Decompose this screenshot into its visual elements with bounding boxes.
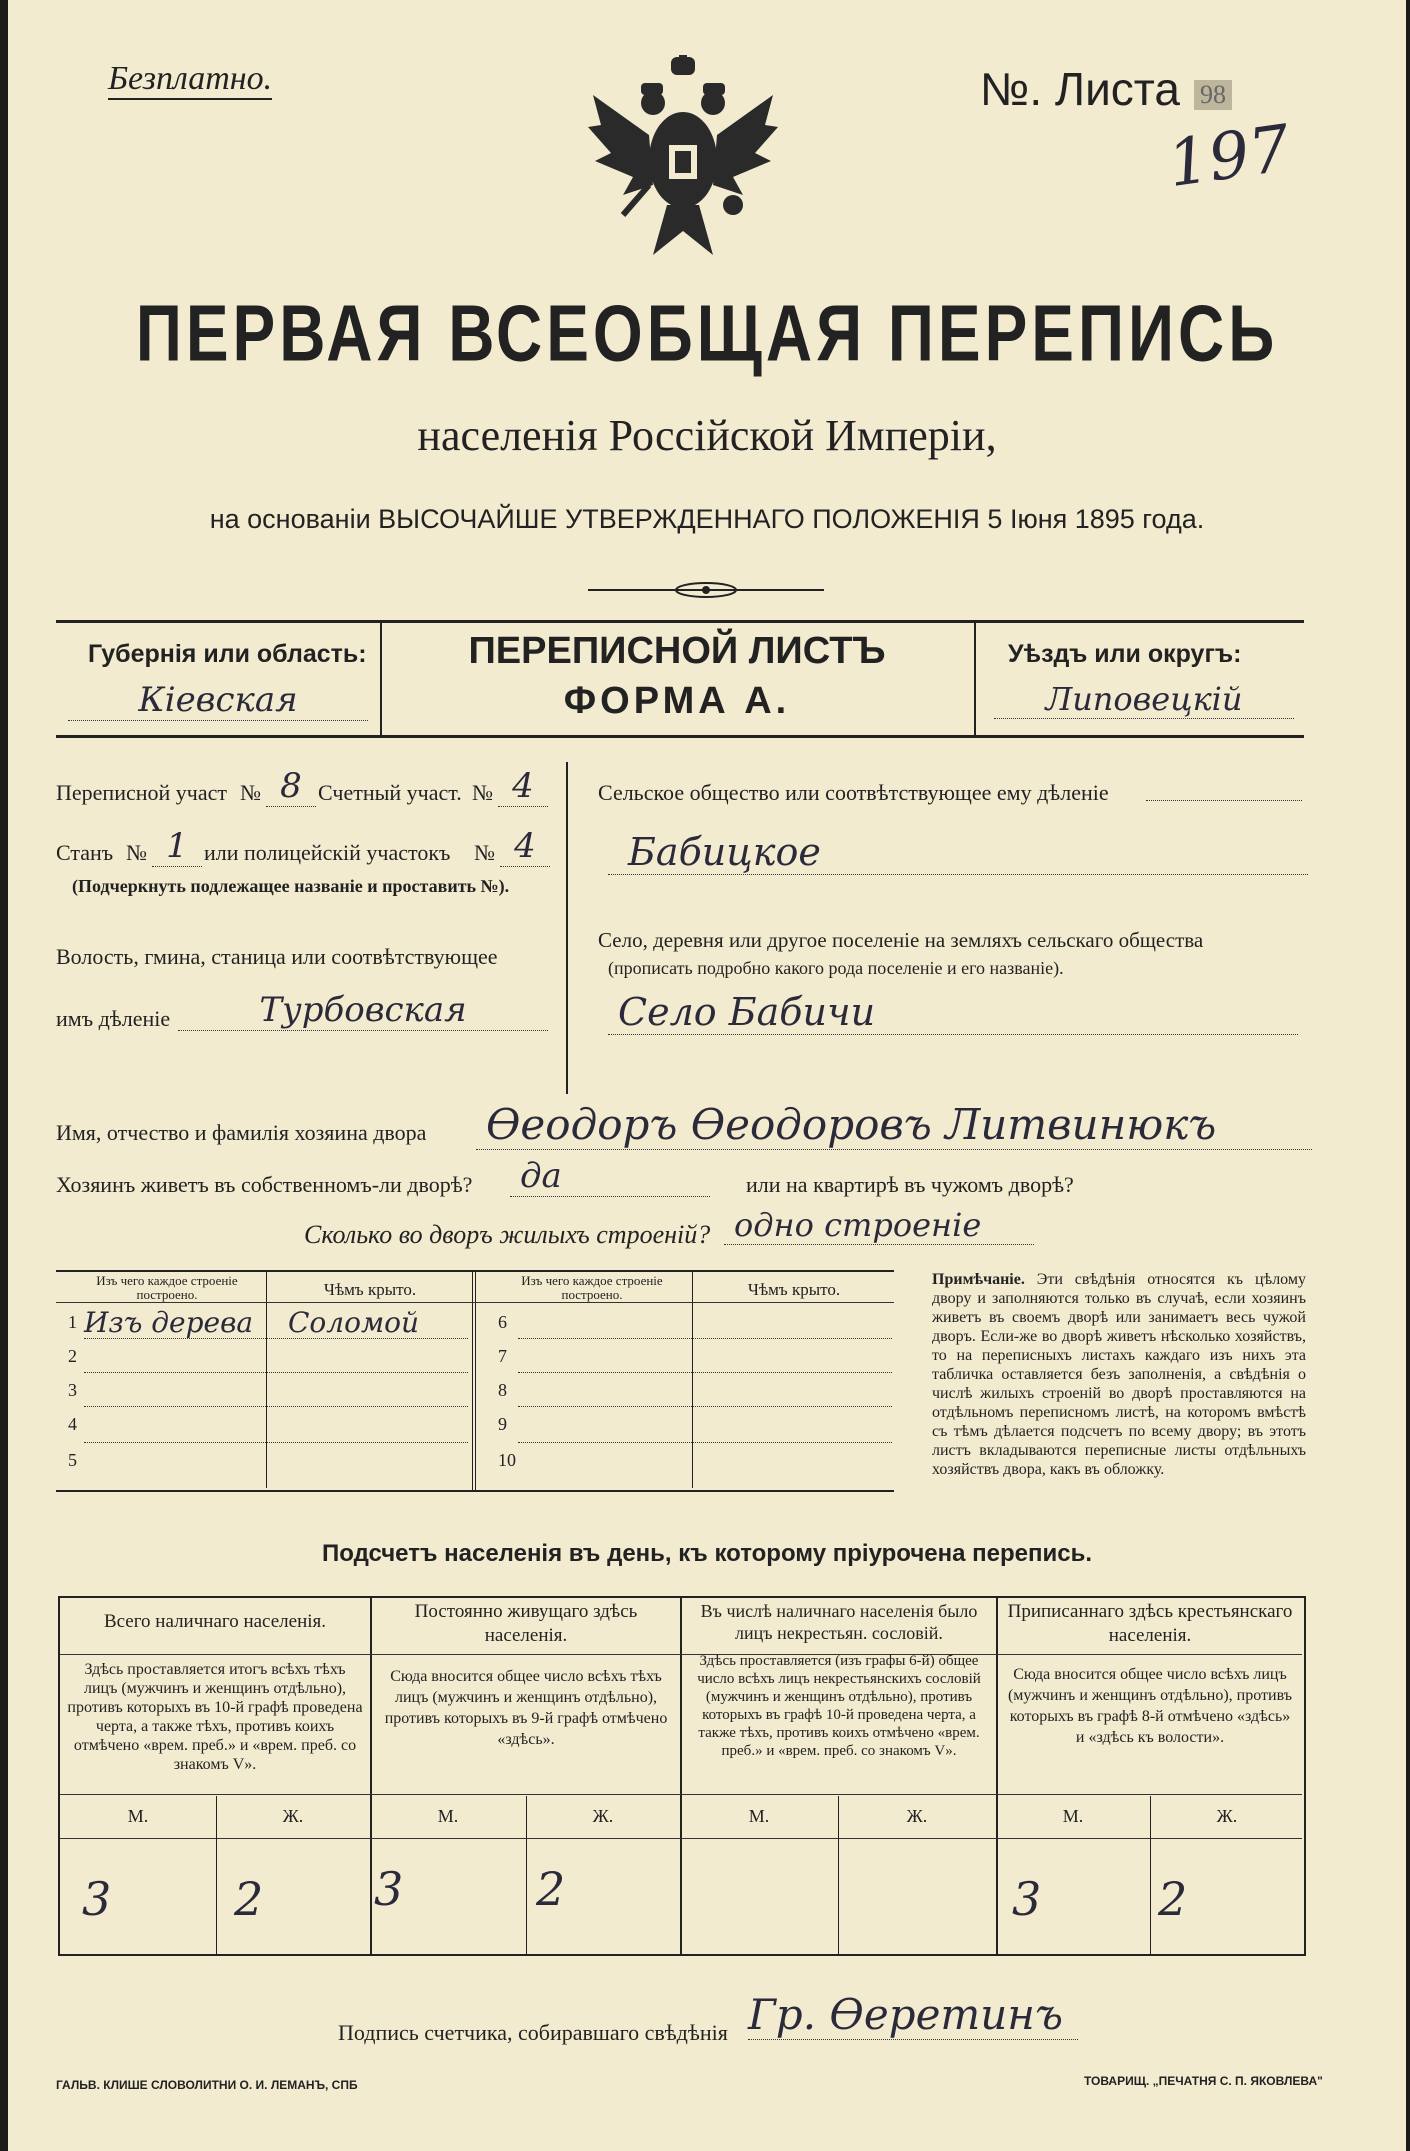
perepis-uch-label: Переписной участ — [56, 780, 227, 805]
divider — [566, 762, 568, 1094]
col-roof-right: Чѣмъ крыто. — [747, 1280, 841, 1299]
row-number: 1 — [68, 1312, 77, 1332]
count-col-desc: Здѣсь проставляется (изъ графы 6-й) общее число всѣхъ лицъ некрестьянскихъ сословій (мужчинъ и женщинъ отдѣльно), противъ которыхъ въ графѣ 10-й проведена черта, а также тѣхъ, противъ коихъ отмѣчено «врем. преб.» и «врем. преб. со знакомъ V». — [697, 1653, 981, 1759]
owner-lives-value: да — [510, 1156, 710, 1197]
row-roof: Соломой — [288, 1306, 420, 1339]
divider — [996, 1596, 998, 1956]
count-f-value: 2 — [234, 1872, 264, 1926]
row-number: 8 — [498, 1380, 507, 1400]
mf-line — [60, 1838, 1302, 1839]
count-f-value: 2 — [536, 1862, 566, 1916]
perepis-uch-value: 8 — [266, 766, 316, 807]
gubernia-value: Кіевская — [68, 680, 368, 721]
m-label: М. — [1062, 1806, 1084, 1826]
divider — [526, 1796, 527, 1954]
row-number: 7 — [498, 1346, 507, 1366]
row-number: 4 — [68, 1414, 77, 1434]
stan-label: Станъ — [56, 840, 114, 865]
f-label: Ж. — [906, 1806, 928, 1826]
no-sign: № — [474, 840, 495, 865]
volost-label: Волость, гмина, станица или соотвѣтствующее — [56, 944, 498, 969]
ornament-divider — [588, 578, 824, 602]
note-title: Примѣчаніе. — [932, 1271, 1025, 1288]
society-label: Сельское общество или соотвѣтствующее ему дѣленіе — [598, 780, 1109, 805]
divider — [1150, 1796, 1151, 1954]
no-sign: № — [240, 780, 261, 805]
village-note: (прописать подробно какого рода поселеніе и его названіе). — [608, 958, 1064, 978]
uezd-label: Уѣздъ или округъ: — [1008, 640, 1242, 668]
owner-rent-label: или на квартирѣ въ чужомъ дворѣ? — [746, 1172, 1074, 1197]
count-m-value: 3 — [374, 1862, 404, 1916]
stan-value: 1 — [152, 826, 202, 867]
divider — [974, 620, 976, 735]
divider — [692, 1272, 693, 1488]
left-print-credit: ГАЛЬВ. КЛИШЕ СЛОВОЛИТНИ О. И. ЛЕМАНЪ, СПБ — [56, 2078, 358, 2092]
divider — [680, 1596, 682, 1956]
no-sign: № — [472, 780, 493, 805]
row-line — [84, 1338, 468, 1339]
count-col-desc: Сюда вносится общее число всѣхъ лицъ (мужчинъ и женщинъ отдѣльно), противъ которыхъ въ графѣ 8-й отмѣчено «здѣсь» и «здѣсь къ волости». — [1007, 1666, 1293, 1746]
row-line — [84, 1372, 468, 1373]
table-header-line — [56, 1302, 894, 1303]
police-label: или полицейскій участокъ — [204, 840, 451, 865]
row-line — [84, 1406, 468, 1407]
count-title: Подсчетъ населенія въ день, къ которому пріурочена перепись. — [322, 1540, 1092, 1567]
row-number: 9 — [498, 1414, 507, 1434]
count-col-desc: Здѣсь проставляется итогъ всѣхъ тѣхъ лицъ (мужчинъ и женщинъ отдѣльно), противъ которыхъ въ 10-й графѣ проведена черта, а также тѣхъ, противъ коихъ отмѣчено «врем. преб.» и «врем. преб. со знакомъ V». — [67, 1661, 363, 1773]
divider — [266, 1272, 267, 1488]
count-col-head: Постоянно живущаго здѣсь населенія. — [414, 1601, 638, 1646]
society-value: Бабицкое — [608, 830, 1308, 875]
count-col-head: Приписаннаго здѣсь крестьянскаго населенія. — [1007, 1601, 1293, 1646]
col-roof-left: Чѣмъ крыто. — [323, 1280, 417, 1299]
row-number: 10 — [498, 1450, 516, 1470]
divider — [472, 1270, 476, 1490]
gubernia-label: Губернія или область: — [88, 640, 367, 668]
main-title: ПЕРВАЯ ВСЕОБЩАЯ ПЕРЕПИСЬ — [135, 288, 1279, 378]
free-label: Безплатно. — [108, 60, 272, 100]
count-f-value: 2 — [1158, 1872, 1188, 1926]
no-sign: № — [126, 840, 147, 865]
signature-label: Подпись счетчика, собиравшаго свѣдѣнія — [338, 2020, 728, 2045]
signature-value: Гр. Ѳеретинъ — [748, 1990, 1078, 2040]
buildings-label: Сколько во дворъ жилыхъ строеній? — [304, 1220, 711, 1249]
legal-basis: на основаніи ВЫСОЧАЙШЕ УТВЕРЖДЕННАГО ПОЛОЖЕНІЯ 5 Іюня 1895 года. — [209, 504, 1205, 534]
double-headed-eagle-emblem — [583, 55, 783, 265]
row-line — [518, 1338, 892, 1339]
row-line — [518, 1372, 892, 1373]
head-line — [60, 1654, 1302, 1655]
desc-line — [60, 1794, 1302, 1795]
buildings-value: одно строеніе — [724, 1206, 1034, 1245]
form-title: ПЕРЕПИСНОЙ ЛИСТЪ — [468, 630, 886, 672]
row-line — [84, 1442, 468, 1443]
owner-lives-label: Хозяинъ живетъ въ собственномъ-ли дворѣ? — [56, 1172, 473, 1197]
owner-name-label: Имя, отчество и фамилія хозяина двора — [56, 1120, 427, 1145]
col-material-right: Изъ чего каждое строеніе построено. — [521, 1273, 663, 1302]
row-number: 6 — [498, 1312, 507, 1332]
count-m-value: 3 — [1012, 1872, 1042, 1926]
schet-uch-label: Счетный участ. — [318, 780, 462, 805]
census-sheet — [8, 0, 1406, 2151]
society-dotted-line — [1146, 800, 1302, 801]
note-block — [932, 1270, 1306, 1479]
count-col-head: Въ числѣ наличнаго населенія было лицъ некрестьян. сословій. — [700, 1601, 978, 1643]
row-number: 3 — [68, 1380, 77, 1400]
subtitle: населенія Россійской Имперіи, — [417, 411, 997, 460]
sheet-number-label: №. Листа — [980, 63, 1180, 115]
m-label: М. — [437, 1806, 459, 1826]
sheet-number-handwritten: 197 — [1163, 111, 1295, 203]
count-col-head: Всего наличнаго населенія. — [103, 1611, 327, 1632]
row-material: Изъ дерева — [84, 1306, 254, 1339]
row-number: 2 — [68, 1346, 77, 1366]
divider — [216, 1796, 217, 1954]
schet-uch-value: 4 — [498, 766, 548, 807]
right-print-credit: ТОВАРИЩ. „ПЕЧАТНЯ С. П. ЯКОВЛЕВА" — [1084, 2074, 1323, 2088]
police-value: 4 — [500, 826, 550, 867]
f-label: Ж. — [1216, 1806, 1238, 1826]
village-value: Село Бабичи — [608, 990, 1298, 1035]
village-label: Село, деревня или другое поселеніе на земляхъ сельскаго общества — [598, 928, 1204, 952]
m-label: М. — [127, 1806, 149, 1826]
divider — [838, 1796, 839, 1954]
owner-name-value: Ѳеодоръ Ѳеодоровъ Литвинюкъ — [476, 1100, 1312, 1150]
sheet-number-printed: 98 — [1194, 80, 1232, 110]
count-m-value: 3 — [82, 1872, 112, 1926]
volost-value: Турбовская — [178, 990, 548, 1031]
row-line — [518, 1442, 892, 1443]
divider — [370, 1596, 372, 1956]
f-label: Ж. — [282, 1806, 304, 1826]
note-text: Эти свѣдѣнія относятся къ цѣлому двору и заполняются только въ случаѣ, если хозяинъ живетъ въ своемъ дворѣ или занимаетъ весь чужой дворъ. Если-же во дворѣ живетъ нѣсколько хозяйствъ, то на переписныхъ листахъ каждаго изъ нихъ эта табличка оставляется безъ заполненія, а свѣдѣнія о числѣ жилыхъ строеній во дворѣ проставляются на отдѣльномъ переписномъ листѣ, на которомъ вмѣстѣ съ тѣмъ дѣлается подсчетъ по всему двору; въ этотъ листъ вкладываются переписные листы отдѣльныхъ хозяйствъ двора, какъ въ обложку. — [932, 1271, 1306, 1478]
underline-note: (Подчеркнуть подлежащее названіе и проставить №). — [72, 876, 510, 896]
volost-label-2: имъ дѣленіе — [56, 1006, 171, 1031]
form-subtitle: ФОРМА А. — [563, 680, 791, 722]
m-label: М. — [748, 1806, 770, 1826]
f-label: Ж. — [592, 1806, 614, 1826]
row-number: 5 — [68, 1450, 77, 1470]
uezd-value: Липовецкій — [994, 680, 1294, 719]
count-col-desc: Сюда вносится общее число всѣхъ тѣхъ лицъ (мужчинъ и женщинъ отдѣльно), противъ которыхъ въ 9-й графѣ отмѣчено «здѣсь». — [384, 1668, 668, 1748]
col-material-left: Изъ чего каждое строеніе построено. — [96, 1273, 238, 1302]
row-line — [518, 1406, 892, 1407]
